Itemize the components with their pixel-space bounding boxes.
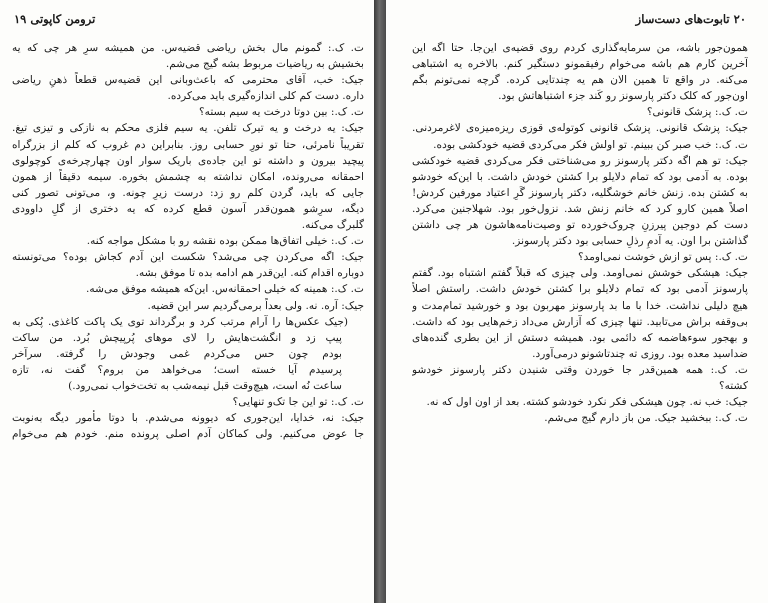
- text-line: دوباره اقدام کنه. این‌قدر هم ادامه بده تا موفق بشه.: [135, 267, 364, 280]
- left-page-body: [12, 40, 364, 442]
- text-line: اصلاً همین کارو کرد که خانم زنش شد. نزول‌خور بود. شهلاجنین می‌کرد.: [412, 202, 748, 215]
- text-line: گلبرگ می‌کنه.: [301, 219, 364, 232]
- text-line: دیگه، سرِشو همون‌قدر آسون قطع کرده که یه دختری از گلِ داوودی: [12, 202, 364, 215]
- text-line: ت. ک.: همه همین‌قدر جا خوردن وقتی شنیدن دکتر پارسونز خودشو: [412, 363, 748, 376]
- text-line: ت. ک.: تو این جا تک‌و تنهایی؟: [232, 396, 364, 409]
- text-line: جیک: یه درخت و یه تیرک تلفن. یه سیم فلزی محکم به نازکی و تیزی تیغ.: [12, 122, 364, 135]
- text-line: جیک: تو هم اگه دکتر پارسونز رو می‌شناختی فکر می‌کردی قضیه خودکشی: [412, 154, 748, 167]
- text-line: جیک: خب، آقای محترمی که باعث‌وبانی این قضیه‌س قطعاً ذهنِ ریاضی: [12, 74, 364, 87]
- text-line: داره. دست کم کلی اندازه‌گیری باید می‌کرده.: [167, 90, 364, 103]
- text-line: ت. ک.: خب صبر کن ببینم. تو اولش فکر می‌کردی قضیه خودکشی بوده.: [433, 138, 748, 151]
- text-line: ضداسید معده بود. روزی ته چندتاشونو درمی‌آورد.: [532, 347, 748, 360]
- text-line: کشته؟: [719, 379, 748, 392]
- text-line: می‌کنه. در واقع تا همین الان هم یه چندتایی کرده. گرچه نمی‌تونم بگم: [412, 74, 748, 87]
- right-page: [386, 0, 768, 603]
- text-line: ت. ک.: گمونم مال بخش ریاضی قضیه‌س. من همیشه سرِ هر چی که یه: [12, 42, 364, 54]
- right-page-body: [412, 40, 748, 426]
- right-page-header: ۲۰ تابوت‌های دست‌ساز: [635, 12, 746, 26]
- text-line: پرسیدم آیا خسته است؛ می‌خواهد من بروم؟ گفت نه، تازه: [12, 363, 342, 376]
- text-line: جیک: آره. نه. ولی بعداً برمی‌گردیم سر این قضیه.: [147, 299, 364, 312]
- text-line: پیپ زد و انگشت‌هایش را لای موهای پُرپیچش بُرد. من ساکت: [12, 331, 342, 344]
- text-line: جیک: هیشکی خوشش نمی‌اومد. ولی چیزی که قبلاً گفتم اشتباه بود. گفتم: [412, 267, 748, 280]
- text-line: بودم چون حس می‌کردم غمی وجودش را گرفته. سرآخر: [12, 347, 342, 360]
- text-line: احمقانه می‌رونده، امکان نداشته به چشمش بخوره. سیمه دقیقاً از همون: [12, 170, 364, 183]
- text-line: ت. ک.: خیلی اتفاق‌ها ممکن بوده نقشه رو با مشکل مواجه کنه.: [86, 235, 364, 248]
- text-line: دست کم دوجین پیرزنِ چروک‌خورده تو وصیت‌نامه‌هاشون هر چی داشتن: [412, 219, 748, 232]
- text-line: ت. ک.: بین دوتا درخت یه سیم بسته؟: [199, 106, 364, 119]
- text-line: (جیک عکس‌ها را آرام مرتب کرد و برگرداند توی یک پاکت کاغذی. پُکی به: [12, 315, 348, 328]
- text-line: اون‌جور که کلک دکتر پارسونز رو کَند جزء اشتباهاتش بود.: [498, 90, 748, 103]
- left-page-header: ترومن کاپوتی ۱۹: [14, 12, 96, 26]
- text-line: جیک: خب نه. چون هیشکی فکر نکرد خودشو کشته. بعد از اون اول که نه.: [426, 396, 748, 409]
- text-line: ت. ک.: پس تو ازش خوشت نمی‌اومد؟: [578, 251, 748, 264]
- book-spine: [374, 0, 386, 603]
- text-line: ت. ک.: همینه که خیلی احمقانه‌س. این‌که همیشه موفق می‌شه.: [86, 283, 364, 296]
- text-line: آخرین کارم هم باشه می‌خوام رفیقمونو دستگیر کنم. بالاخره یه اشتباهی: [412, 58, 748, 71]
- text-line: همون‌جور باشه، من سرمایه‌گذاری کردم روی قضیه‌ی این‌جا. حتا اگه این: [412, 42, 748, 54]
- text-line: بی‌وقفه براش می‌تابید. تنها چیزی که آزارش می‌داد زخم‌هایی بود که داشت.: [412, 315, 748, 328]
- text-line: جیک: نه، خدایا، این‌جوری که دیوونه می‌شدم. با دوتا مأمور دیگه به‌نوبت: [12, 412, 364, 425]
- text-line: هیچ دلیلی نداشت. خدا با ما بد پارسونز مهربون بود و خورشید تمام‌مدت و: [412, 299, 748, 312]
- text-line: جیک: اگه می‌کردن چی می‌شد؟ شکست این آدم کجاش بوده؟ می‌تونسته: [12, 251, 364, 264]
- text-line: جیک: پزشک قانونی. پزشک قانونی کوتوله‌ی قوزی ریزه‌میزه‌ی لاغرمردنی.: [412, 122, 748, 135]
- text-line: بوده. به آدمی بود که تمام دلایلو برا کشتن خودش داشت. با این‌که خودشو: [412, 170, 748, 183]
- left-page: [0, 0, 374, 603]
- text-line: پارسونز آدمی بود که تمام دلایلو برا کشتن خودش داشت. راستش اصلاً: [412, 283, 748, 296]
- text-line: جا عوض می‌کنیم. ولی کماکان آدم اصلی پرونده منم. خودم هم می‌خوام: [12, 428, 364, 441]
- text-line: به کشتن بده. زنش خانم خوشگلیه، دکتر پارسونز گَرِ اعتیاد مورفین کردش!: [412, 186, 748, 199]
- text-line: پیچید بیرون و داشته تو این جاده‌ی باریک سوار اون چهارچرخه‌ی کوچولوی: [12, 154, 364, 167]
- text-line: ت. ک.: پزشک قانونی؟: [646, 106, 748, 119]
- text-line: جایی که باید، گردن کلم رو زد: درست زیرِ چونه. و، می‌تونی تصور کنی: [12, 186, 364, 199]
- text-line: گذاشتن برا اون. یه آدمِ رذلِ حسابی بود دکتر پارسونز.: [511, 235, 748, 248]
- text-line: تقریباً نامرئی، حتا تو نورِ حسابی روز. بنابراین دم غروب که کلم از بزرگراه: [12, 138, 364, 151]
- text-line: و بهجور سوءهاضمه که دائمی بود. همیشه دستش از این بطری گنده‌های: [412, 331, 748, 344]
- text-line: ت. ک.: ببخشید جیک. من باز دارم گیج می‌شم.: [544, 412, 748, 425]
- text-line: بخشیش به ریاضیات مربوط بشه گیج می‌شم.: [165, 58, 364, 71]
- text-line: ساعت نُه است، هیچ‌وقت قبل نیمه‌شب به تخت‌خواب نمی‌رود.): [68, 379, 342, 392]
